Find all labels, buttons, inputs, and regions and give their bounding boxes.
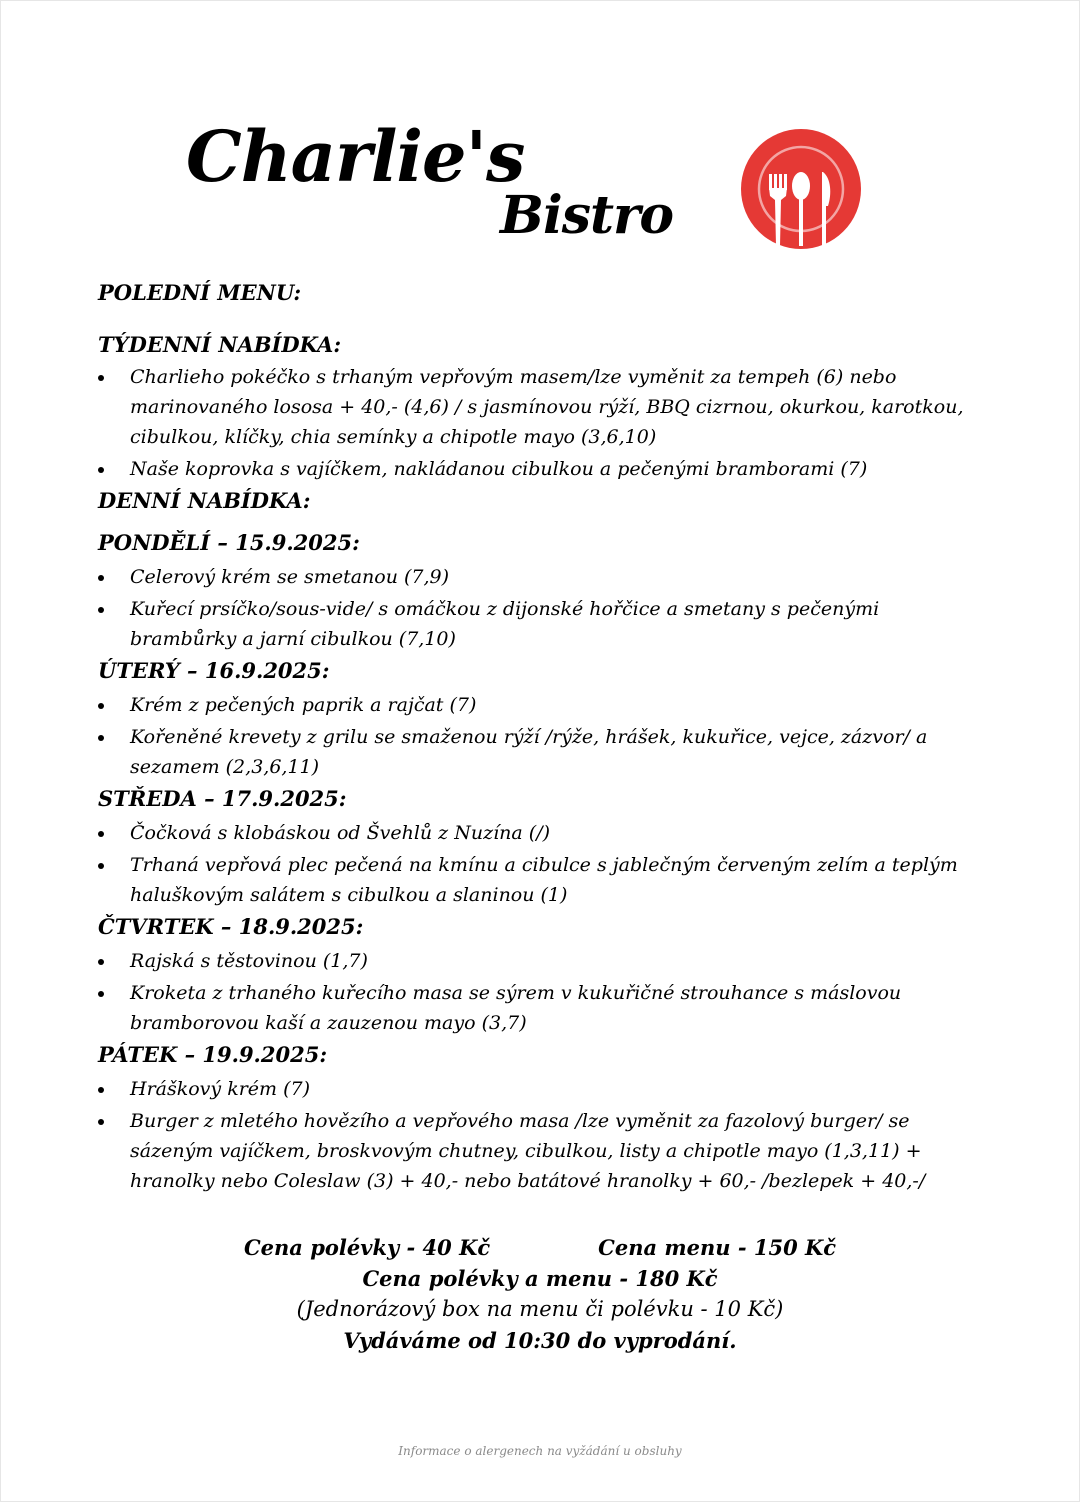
box-price-note: (Jednorázový box na menu či polévku - 10 Kč) (296, 1297, 784, 1321)
list-item: Rajská s těstovinou (1,7) (98, 946, 988, 976)
day-heading-wednesday: STŘEDA – 17.9.2025: (98, 786, 347, 811)
daily-heading: DENNÍ NABÍDKA: (98, 488, 311, 513)
list-item: Naše koprovka s vajíčkem, nakládanou cibulkou a pečenými bramborami (7) (98, 454, 988, 484)
day-heading-monday: PONDĚLÍ – 15.9.2025: (98, 530, 360, 555)
list-item: Krém z pečených paprik a rajčat (7) (98, 690, 988, 720)
list-item: Charlieho pokéčko s trhaným vepřovým masem/lze vyměnit za tempeh (6) nebo marinovaného lososa + 40,- (4,6) / s jasmínovou rýží, BBQ cizrnou, okurkou, karotkou, cibulkou, klíčky, chia semínky a chipotle mayo (3,6,10) (98, 362, 988, 452)
plate-fork-spoon-knife-icon (740, 128, 862, 250)
menu-price: Cena menu - 150 Kč (598, 1235, 837, 1260)
list-item: Trhaná vepřová plec pečená na kmínu a cibulce s jablečným červeným zelím a teplým haluškovým salátem s cibulkou a slaninou (1) (98, 850, 988, 910)
tuesday-list (98, 690, 988, 782)
list-item: Kuřecí prsíčko/sous-vide/ s omáčkou z dijonské hořčice a smetany s pečenými brambůrky a jarní cibulkou (7,10) (98, 594, 988, 654)
brand-name-primary: Charlie's (186, 115, 525, 198)
list-item: Burger z mletého hovězího a vepřového masa /lze vyměnit za fazolový burger/ se sázeným vajíčkem, broskvovým chutney, cibulkou, listy a chipotle mayo (1,3,11) + hranolky nebo Coleslaw (3) + 40,- nebo batátové hranolky + 60,- /bezlepek + 40,-/ (98, 1106, 988, 1196)
list-item: Čočková s klobáskou od Švehlů z Nuzína (/) (98, 818, 988, 848)
price-section (0, 1232, 1080, 1356)
weekly-heading: TÝDENNÍ NABÍDKA: (98, 332, 342, 357)
menu-content (98, 278, 988, 1198)
friday-list (98, 1074, 988, 1196)
thursday-list (98, 946, 988, 1038)
monday-list (98, 562, 988, 654)
weekly-list (98, 362, 988, 484)
day-heading-tuesday: ÚTERÝ – 16.9.2025: (98, 658, 330, 683)
list-item: Hráškový krém (7) (98, 1074, 988, 1104)
wednesday-list (98, 818, 988, 910)
allergen-note: Informace o alergenech na vyžádání u obsluhy (398, 1444, 682, 1458)
brand-name-secondary: Bistro (500, 185, 674, 246)
serving-time: Vydáváme od 10:30 do vyprodání. (343, 1328, 737, 1353)
combo-price: Cena polévky a menu - 180 Kč (362, 1266, 718, 1291)
list-item: Kroketa z trhaného kuřecího masa se sýrem v kukuřičné strouhance s máslovou bramborovou kaší a zauzenou mayo (3,7) (98, 978, 988, 1038)
price-row (0, 1232, 1080, 1263)
menu-title: POLEDNÍ MENU: (98, 280, 302, 305)
list-item: Celerový krém se smetanou (7,9) (98, 562, 988, 592)
day-heading-thursday: ČTVRTEK – 18.9.2025: (98, 914, 364, 939)
day-heading-friday: PÁTEK – 19.9.2025: (98, 1042, 328, 1067)
soup-price: Cena polévky - 40 Kč (243, 1235, 491, 1260)
list-item: Kořeněné krevety z grilu se smaženou rýží /rýže, hrášek, kukuřice, vejce, zázvor/ a sezamem (2,3,6,11) (98, 722, 988, 782)
